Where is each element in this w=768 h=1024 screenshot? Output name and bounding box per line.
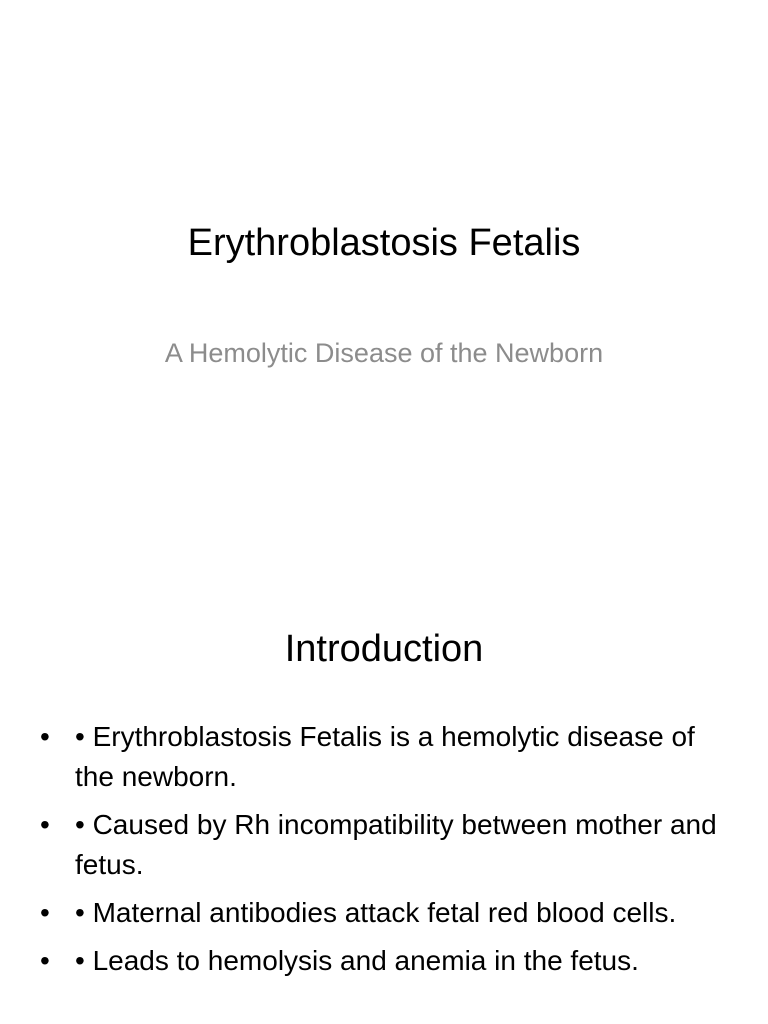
bullet-item: [40, 941, 730, 981]
slide-title: Introduction: [284, 628, 484, 670]
bullet-icon: •: [40, 809, 50, 840]
bullet-item: [40, 893, 730, 933]
bullet-list: [40, 717, 730, 989]
bullet-icon: •: [40, 897, 50, 928]
slide-subtitle: A Hemolytic Disease of the Newborn: [164, 338, 604, 368]
bullet-text: • Caused by Rh incompatibility between mother and fetus.: [75, 809, 717, 880]
bullet-item: [40, 805, 730, 885]
bullet-icon: •: [40, 721, 50, 752]
content-slide: [0, 576, 768, 1024]
bullet-icon: •: [40, 945, 50, 976]
bullet-text: • Leads to hemolysis and anemia in the fetus.: [75, 945, 639, 976]
bullet-item: [40, 717, 730, 797]
slide-title: Erythroblastosis Fetalis: [187, 222, 581, 264]
bullet-text: • Erythroblastosis Fetalis is a hemolytic disease of the newborn.: [75, 721, 695, 792]
bullet-text: • Maternal antibodies attack fetal red blood cells.: [75, 897, 677, 928]
